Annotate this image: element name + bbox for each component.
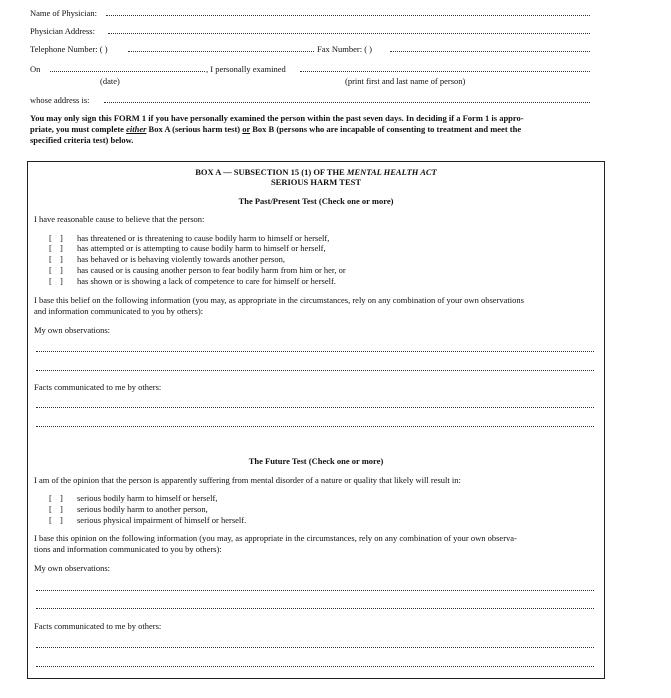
past-checkbox-1[interactable]: [ ]: [49, 233, 66, 243]
future-item-3: serious physical impairment of himself or herself.: [77, 515, 247, 525]
own-observations-label-2: My own observations:: [34, 563, 111, 573]
past-checkbox-2[interactable]: [ ]: [49, 243, 66, 253]
on-label: On: [30, 64, 41, 74]
opinion-line-2: tions and information communicated to you by others):: [34, 544, 222, 554]
belief-line-1: I base this belief on the following information (you may, as appropriate in the circumstances, rely on any combination of your own observations: [34, 295, 524, 305]
future-test-heading: The Future Test (Check one or more): [248, 456, 384, 466]
past-item-2: has attempted or is attempting to cause bodily harm to himself or herself,: [77, 243, 326, 253]
future-checkbox-3[interactable]: [ ]: [49, 515, 66, 525]
own-observations-line-3[interactable]: [36, 590, 594, 591]
fax-label: Fax Number: ( ): [317, 44, 373, 54]
opinion-line-1: I base this opinion on the following information (you may, as appropriate in the circumstances, rely on any combination of your own observa-: [34, 533, 517, 543]
past-intro: I have reasonable cause to believe that the person:: [34, 214, 205, 224]
examined-label: , I personally examined: [206, 64, 286, 74]
physician-name-label: Name of Physician:: [30, 8, 98, 18]
future-checkbox-1[interactable]: [ ]: [49, 493, 66, 503]
facts-line-3[interactable]: [36, 647, 594, 648]
telephone-label: Telephone Number: ( ): [30, 44, 108, 54]
own-observations-line-2[interactable]: [36, 370, 594, 371]
person-name-field[interactable]: [300, 71, 590, 72]
telephone-field[interactable]: [128, 51, 314, 52]
physician-name-field[interactable]: [106, 15, 590, 16]
future-intro: I am of the opinion that the person is apparently suffering from mental disorder of a nature or quality that likely will result in:: [34, 475, 461, 485]
past-checkbox-3[interactable]: [ ]: [49, 254, 66, 264]
intro-line-1: You may only sign this FORM 1 if you have personally examined the person within the past seven days. In deciding if a Form 1 is appro-: [30, 113, 524, 123]
physician-address-field[interactable]: [108, 33, 590, 34]
past-item-3: has behaved or is behaving violently towards another person,: [77, 254, 285, 264]
date-caption: (date): [100, 76, 120, 86]
belief-line-2: and information communicated to you by others):: [34, 306, 204, 316]
box-a-title: BOX A — SUBSECTION 15 (1) OF THE MENTAL HEALTH ACT: [195, 167, 437, 177]
facts-label-2: Facts communicated to me by others:: [34, 621, 162, 631]
physician-address-label: Physician Address:: [30, 26, 95, 36]
facts-label: Facts communicated to me by others:: [34, 382, 162, 392]
address-label: whose address is:: [30, 95, 90, 105]
past-checkbox-5[interactable]: [ ]: [49, 276, 66, 286]
facts-line-2[interactable]: [36, 426, 594, 427]
intro-line-3: specified criteria test) below.: [30, 135, 134, 145]
own-observations-line-1[interactable]: [36, 351, 594, 352]
past-present-heading: The Past/Present Test (Check one or more): [238, 196, 394, 206]
past-item-4: has caused or is causing another person to fear bodily harm from him or her, or: [77, 265, 346, 275]
past-checkbox-4[interactable]: [ ]: [49, 265, 66, 275]
own-observations-label: My own observations:: [34, 325, 111, 335]
future-item-2: serious bodily harm to another person,: [77, 504, 208, 514]
facts-line-1[interactable]: [36, 407, 594, 408]
past-item-1: has threatened or is threatening to cause bodily harm to himself or herself,: [77, 233, 330, 243]
past-item-5: has shown or is showing a lack of competence to care for himself or herself.: [77, 276, 336, 286]
intro-line-2: priate, you must complete either Box A (serious harm test) or Box B (persons who are incapable of consenting to treatment and meet the: [30, 124, 522, 134]
facts-line-4[interactable]: [36, 666, 594, 667]
future-checkbox-2[interactable]: [ ]: [49, 504, 66, 514]
own-observations-line-4[interactable]: [36, 608, 594, 609]
person-address-field[interactable]: [104, 102, 590, 103]
person-caption: (print first and last name of person): [345, 76, 466, 86]
fax-field[interactable]: [390, 51, 590, 52]
future-item-1: serious bodily harm to himself or herself,: [77, 493, 218, 503]
box-a-subtitle: SERIOUS HARM TEST: [270, 177, 362, 187]
date-field[interactable]: [50, 71, 205, 72]
